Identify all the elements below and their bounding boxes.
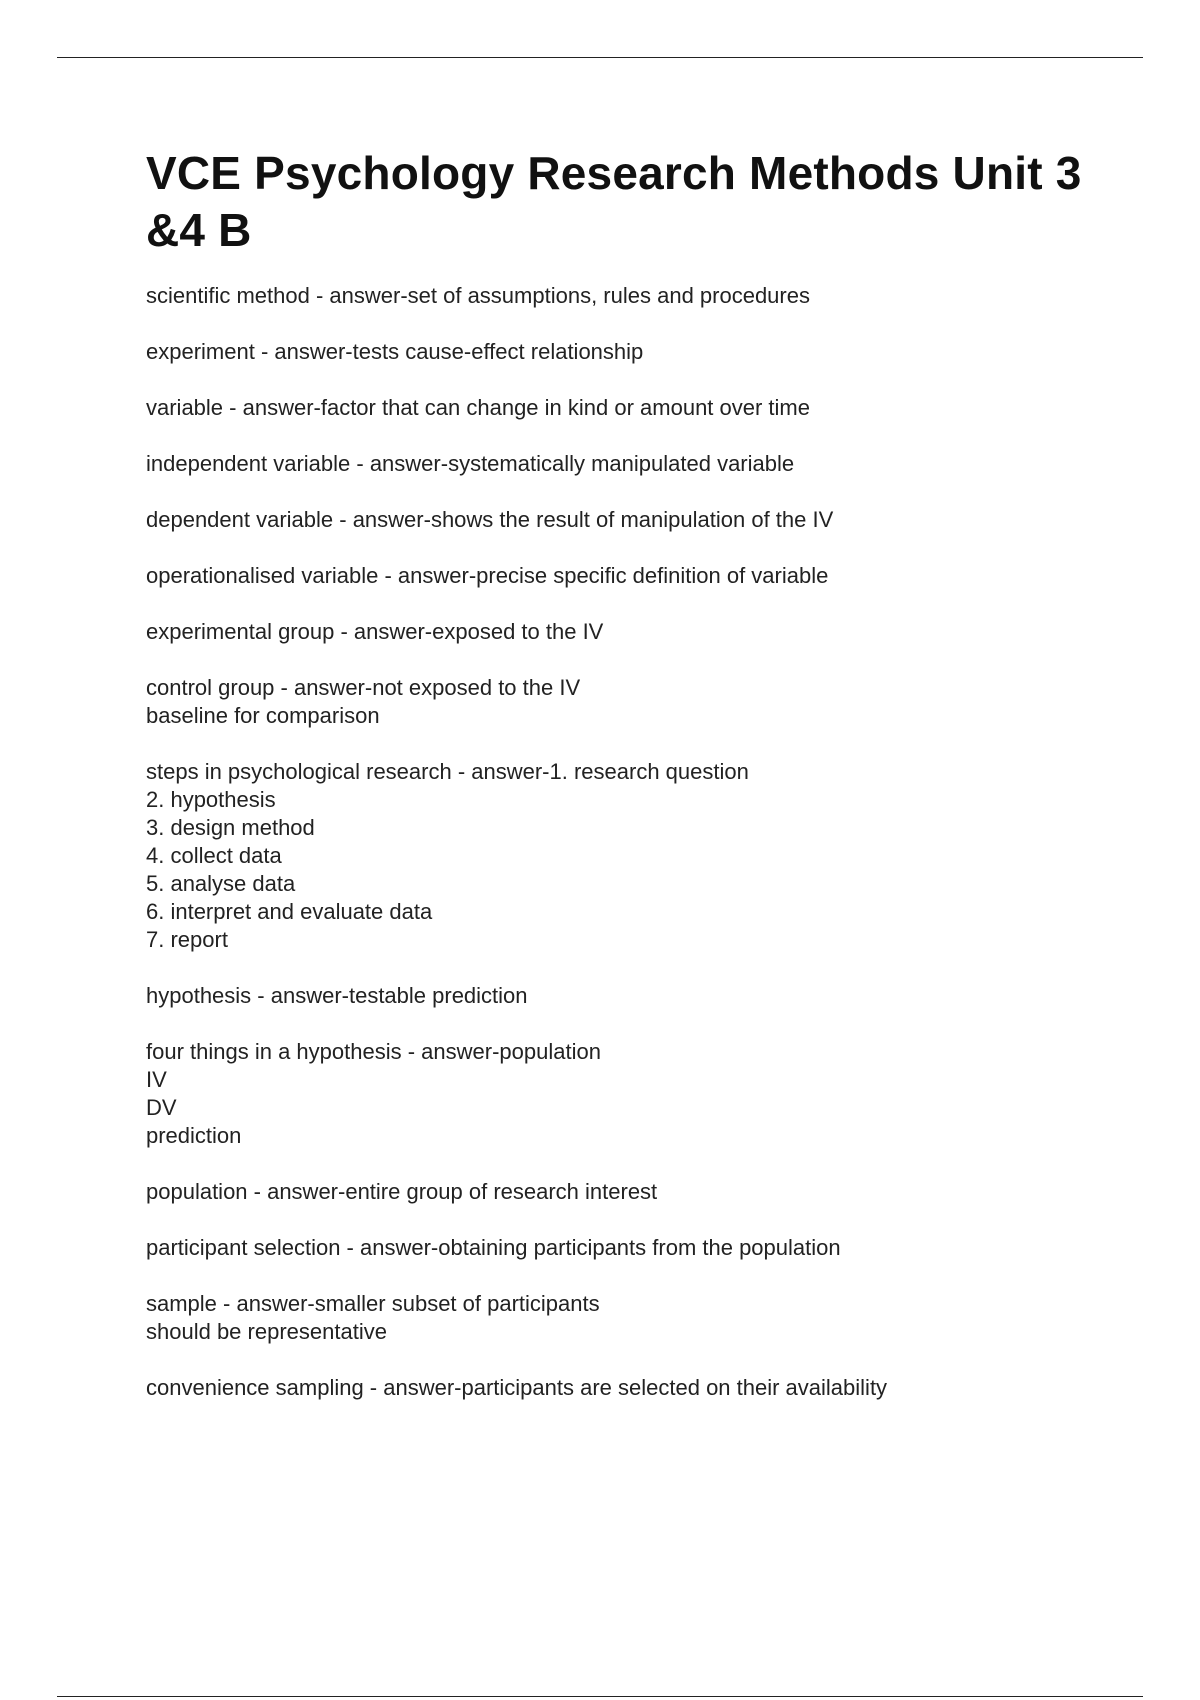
bottom-rule: [57, 1696, 1143, 1697]
entry-continuation-line: prediction: [146, 1123, 242, 1148]
entry-term-answer: variable - answer-factor that can change in kind or amount over time: [146, 395, 810, 420]
entry-term-answer: steps in psychological research - answer-1. research question: [146, 759, 749, 784]
entry-term-answer: participant selection - answer-obtaining participants from the population: [146, 1235, 841, 1260]
entry-continuation-line: DV: [146, 1095, 177, 1120]
entry-term-answer: hypothesis - answer-testable prediction: [146, 983, 528, 1008]
entry-term-answer: control group - answer-not exposed to the IV: [146, 675, 581, 700]
top-rule: [57, 57, 1143, 58]
flashcard-entry: [146, 1374, 1126, 1402]
entry-term-answer: experiment - answer-tests cause-effect relationship: [146, 339, 644, 364]
flashcard-entry: [146, 1290, 1126, 1346]
flashcard-entry: [146, 282, 1126, 310]
entry-term-answer: operationalised variable - answer-precise specific definition of variable: [146, 563, 829, 588]
entry-continuation-line: 5. analyse data: [146, 871, 296, 896]
entry-term-answer: scientific method - answer-set of assumptions, rules and procedures: [146, 283, 810, 308]
flashcard-entry: [146, 450, 1126, 478]
entry-continuation-line: 6. interpret and evaluate data: [146, 899, 433, 924]
flashcard-entry: [146, 562, 1126, 590]
flashcard-entry: [146, 758, 1126, 954]
entry-term-answer: four things in a hypothesis - answer-population: [146, 1039, 601, 1064]
flashcard-entry: [146, 982, 1126, 1010]
entry-continuation-line: IV: [146, 1067, 167, 1092]
flashcard-entry: [146, 506, 1126, 534]
page-title: VCE Psychology Research Methods Unit 3 &4 B: [146, 147, 1082, 256]
flashcard-entry: [146, 674, 1126, 730]
entry-term-answer: population - answer-entire group of research interest: [146, 1179, 658, 1204]
entry-continuation-line: 4. collect data: [146, 843, 282, 868]
flashcard-entry: [146, 1234, 1126, 1262]
flashcard-entry: [146, 1038, 1126, 1150]
entry-continuation-line: should be representative: [146, 1319, 387, 1344]
flashcard-entry: [146, 394, 1126, 422]
entry-continuation-line: baseline for comparison: [146, 703, 380, 728]
flashcard-list: [146, 282, 1126, 1430]
entry-term-answer: sample - answer-smaller subset of participants: [146, 1291, 600, 1316]
entry-term-answer: independent variable - answer-systematically manipulated variable: [146, 451, 795, 476]
flashcard-entry: [146, 338, 1126, 366]
entry-continuation-line: 3. design method: [146, 815, 315, 840]
entry-term-answer: convenience sampling - answer-participants are selected on their availability: [146, 1375, 888, 1400]
flashcard-entry: [146, 618, 1126, 646]
entry-continuation-line: 7. report: [146, 927, 228, 952]
flashcard-entry: [146, 1178, 1126, 1206]
entry-term-answer: experimental group - answer-exposed to the IV: [146, 619, 604, 644]
entry-continuation-line: 2. hypothesis: [146, 787, 276, 812]
entry-term-answer: dependent variable - answer-shows the result of manipulation of the IV: [146, 507, 834, 532]
